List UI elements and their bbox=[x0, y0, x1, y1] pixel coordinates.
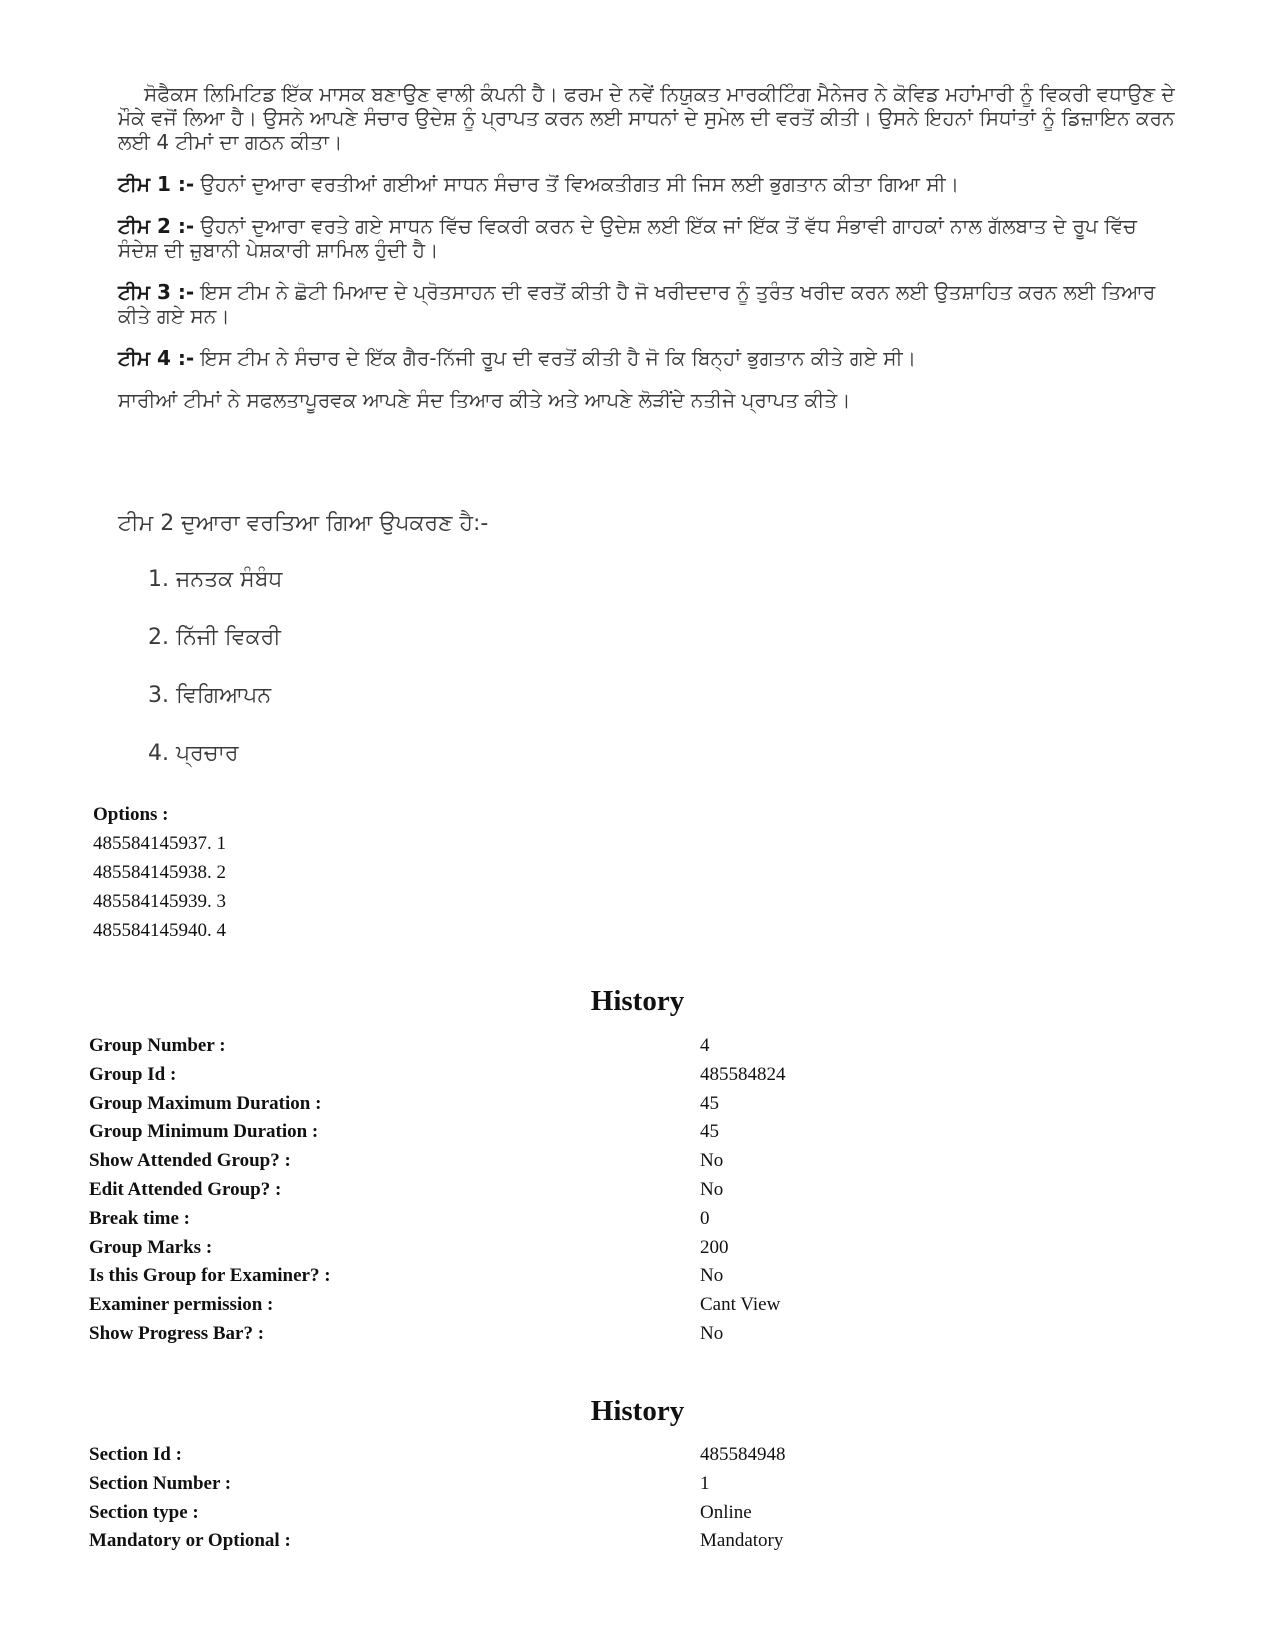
section-row bbox=[89, 1470, 1189, 1499]
option-item-1: 485584145937. 1 bbox=[93, 833, 226, 854]
group-title: History bbox=[590, 985, 685, 1017]
option-item-2: 485584145938. 2 bbox=[93, 862, 226, 883]
choice-list bbox=[148, 566, 282, 798]
group-row bbox=[89, 1291, 1189, 1320]
group-row-value: 4 bbox=[700, 1035, 710, 1056]
team-1-label: ਟੀਮ 1 :- bbox=[118, 172, 195, 196]
group-row-value: 45 bbox=[700, 1092, 719, 1114]
group-row bbox=[89, 1320, 1189, 1349]
group-row-label: Group Maximum Duration : bbox=[89, 1092, 322, 1114]
group-row-value: Cant View bbox=[700, 1294, 781, 1316]
options-heading: Options : bbox=[93, 804, 169, 825]
section-row-label: Section type : bbox=[89, 1501, 199, 1523]
choice-item-3: 3. ਵਿਗਿਆਪਨ bbox=[148, 683, 272, 708]
team-2-line bbox=[118, 214, 1178, 262]
group-row-label: Is this Group for Examiner? : bbox=[89, 1265, 331, 1287]
group-row-value: 0 bbox=[700, 1207, 710, 1229]
group-row-value: No bbox=[700, 1178, 724, 1200]
group-row-value: 200 bbox=[700, 1236, 729, 1258]
group-row bbox=[89, 1234, 1189, 1263]
section-row-value: 485584948 bbox=[700, 1444, 786, 1465]
group-row-value: 485584824 bbox=[700, 1063, 786, 1085]
group-row-label: Show Attended Group? : bbox=[89, 1150, 291, 1172]
group-row-value: No bbox=[700, 1265, 724, 1287]
team-4-label: ਟੀਮ 4 :- bbox=[118, 346, 195, 370]
team-1-text: ਉਹਨਾਂ ਦੁਆਰਾ ਵਰਤੀਆਂ ਗਈਆਂ ਸਾਧਨ ਸੰਚਾਰ ਤੋਂ ਵਿਅਕਤੀਗਤ ਸੀ ਜਿਸ ਲਈ ਭੁਗਤਾਨ ਕੀਤਾ ਗਿਆ ਸੀ। bbox=[200, 172, 960, 196]
group-row bbox=[89, 1262, 1189, 1291]
section-row bbox=[89, 1527, 1189, 1556]
team-3-label: ਟੀਮ 3 :- bbox=[118, 280, 195, 304]
option-item-3: 485584145939. 3 bbox=[93, 891, 226, 912]
section-row-value: Mandatory bbox=[700, 1530, 784, 1552]
section-row bbox=[89, 1499, 1189, 1528]
section-row-label: Section Id : bbox=[89, 1444, 182, 1465]
section-title: History bbox=[590, 1395, 685, 1427]
group-row bbox=[89, 1090, 1189, 1119]
group-row bbox=[89, 1118, 1189, 1147]
group-row-label: Edit Attended Group? : bbox=[89, 1178, 282, 1200]
group-row-value: 45 bbox=[700, 1121, 719, 1143]
section-row-value: 1 bbox=[700, 1472, 710, 1494]
group-row-label: Break time : bbox=[89, 1207, 190, 1229]
choice-item-1: 1. ਜਨਤਕ ਸੰਬੰਧ bbox=[148, 567, 283, 592]
section-row-label: Section Number : bbox=[89, 1472, 232, 1494]
group-row-label: Examiner permission : bbox=[89, 1294, 274, 1316]
group-row bbox=[89, 1176, 1189, 1205]
group-row-value: No bbox=[700, 1150, 724, 1172]
group-row bbox=[89, 1061, 1189, 1090]
section-row-label: Mandatory or Optional : bbox=[89, 1530, 291, 1552]
choice-item-4: 4. ਪ੍ਰਚਾਰ bbox=[148, 741, 239, 766]
team-2-label: ਟੀਮ 2 :- bbox=[118, 214, 195, 238]
section-info-table bbox=[89, 1441, 1189, 1556]
group-row bbox=[89, 1147, 1189, 1176]
options-block bbox=[93, 800, 226, 945]
group-info-table bbox=[89, 1032, 1189, 1349]
option-item-4: 485584145940. 4 bbox=[93, 920, 226, 941]
group-row bbox=[89, 1205, 1189, 1234]
group-row-label: Group Marks : bbox=[89, 1236, 213, 1258]
team-4-line bbox=[118, 346, 1178, 370]
group-row-label: Group Number : bbox=[89, 1035, 226, 1056]
scenario-paragraph: ਸੋਫੈਕਸ ਲਿਮਿਟਿਡ ਇੱਕ ਮਾਸਕ ਬਣਾਉਣ ਵਾਲੀ ਕੰਪਨੀ ਹੈ। ਫਰਮ ਦੇ ਨਵੇਂ ਨਿਯੁਕਤ ਮਾਰਕੀਟਿੰਗ ਮੈਨੇਜਰ ਨੇ ਕੋਵਿਡ ਮਹਾਂਮਾਰੀ ਨੂੰ ਵਿਕਰੀ ਵਧਾਉਣ ਦੇ ਮੌਕੇ ਵਜੋਂ ਲਿਆ ਹੈ। ਉਸਨੇ ਆਪਣੇ ਸੰਚਾਰ ਉਦੇਸ਼ ਨੂੰ ਪ੍ਰਾਪਤ ਕਰਨ ਲਈ ਸਾਧਨਾਂ ਦੇ ਸੁਮੇਲ ਦੀ ਵਰਤੋਂ ਕੀਤੀ। ਉਸਨੇ ਇਹਨਾਂ ਸਿਧਾਂਤਾਂ ਨੂੰ ਡਿਜ਼ਾਇਨ ਕਰਨ ਲਈ 4 ਟੀਮਾਂ ਦਾ ਗਠਨ ਕੀਤਾ। bbox=[118, 82, 1175, 154]
choice-item-2: 2. ਨਿੱਜੀ ਵਿਕਰੀ bbox=[148, 625, 281, 650]
group-row-label: Show Progress Bar? : bbox=[89, 1322, 265, 1344]
section-row-value: Online bbox=[700, 1501, 752, 1523]
group-row-label: Group Minimum Duration : bbox=[89, 1121, 319, 1143]
section-row bbox=[89, 1441, 1189, 1470]
team-4-text: ਇਸ ਟੀਮ ਨੇ ਸੰਚਾਰ ਦੇ ਇੱਕ ਗੈਰ-ਨਿੱਜੀ ਰੂਪ ਦੀ ਵਰਤੋਂ ਕੀਤੀ ਹੈ ਜੋ ਕਿ ਬਿਨ੍ਹਾਂ ਭੁਗਤਾਨ ਕੀਤੇ ਗਏ ਸੀ। bbox=[200, 346, 917, 370]
group-row-label: Group Id : bbox=[89, 1063, 177, 1085]
group-row-value: No bbox=[700, 1322, 724, 1344]
closing-line: ਸਾਰੀਆਂ ਟੀਮਾਂ ਨੇ ਸਫਲਤਾਪੂਰਵਕ ਆਪਣੇ ਸੰਦ ਤਿਆਰ ਕੀਤੇ ਅਤੇ ਆਪਣੇ ਲੋੜੀਂਦੇ ਨਤੀਜੇ ਪ੍ਰਾਪਤ ਕੀਤੇ। bbox=[118, 388, 851, 412]
question-passage bbox=[118, 82, 1178, 412]
team-3-text: ਇਸ ਟੀਮ ਨੇ ਛੋਟੀ ਮਿਆਦ ਦੇ ਪ੍ਰੋਤਸਾਹਨ ਦੀ ਵਰਤੋਂ ਕੀਤੀ ਹੈ ਜੋ ਖਰੀਦਦਾਰ ਨੂੰ ਤੁਰੰਤ ਖਰੀਦ ਕਰਨ ਲਈ ਉਤਸ਼ਾਹਿਤ ਕਰਨ ਲਈ ਤਿਆਰ ਕੀਤੇ ਗਏ ਸਨ। bbox=[118, 280, 1156, 328]
question-prompt: ਟੀਮ 2 ਦੁਆਰਾ ਵਰਤਿਆ ਗਿਆ ਉਪਕਰਣ ਹੈ:- bbox=[118, 511, 489, 536]
team-1-line bbox=[118, 172, 1178, 196]
team-2-text: ਉਹਨਾਂ ਦੁਆਰਾ ਵਰਤੇ ਗਏ ਸਾਧਨ ਵਿੱਚ ਵਿਕਰੀ ਕਰਨ ਦੇ ਉਦੇਸ਼ ਲਈ ਇੱਕ ਜਾਂ ਇੱਕ ਤੋਂ ਵੱਧ ਸੰਭਾਵੀ ਗਾਹਕਾਂ ਨਾਲ ਗੱਲਬਾਤ ਦੇ ਰੂਪ ਵਿੱਚ ਸੰਦੇਸ਼ ਦੀ ਜ਼ੁਬਾਨੀ ਪੇਸ਼ਕਾਰੀ ਸ਼ਾਮਿਲ ਹੁੰਦੀ ਹੈ। bbox=[118, 214, 1137, 262]
group-row bbox=[89, 1032, 1189, 1061]
team-3-line bbox=[118, 280, 1178, 328]
